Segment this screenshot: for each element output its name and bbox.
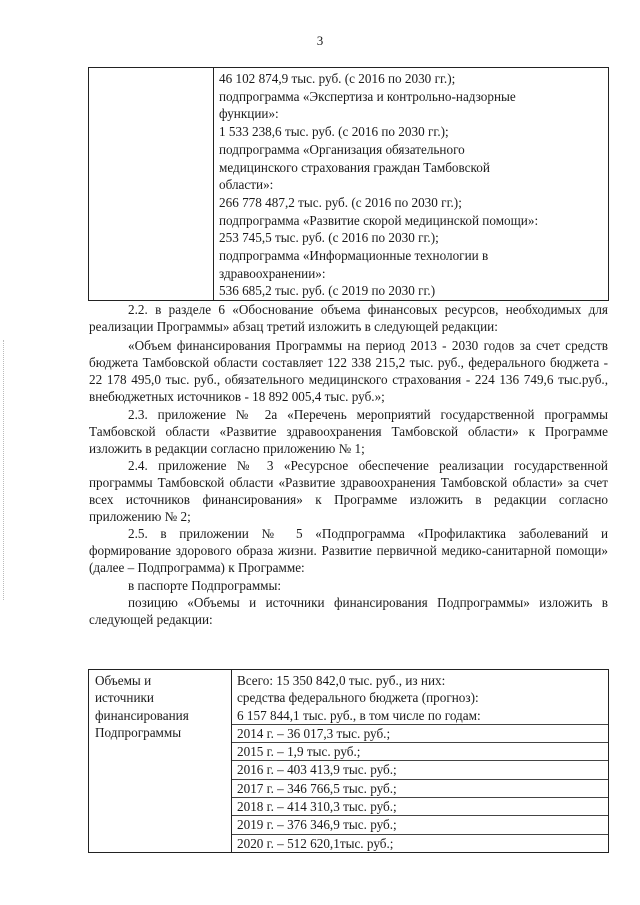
- table-line: функции»:: [219, 106, 279, 122]
- year-row: 2018 г. – 414 310,3 тыс. руб.;: [232, 797, 608, 815]
- document-body: [89, 301, 608, 628]
- table-line: медицинского страхования граждан Тамбовской: [219, 159, 490, 175]
- table-line: подпрограмма «Организация обязательного: [219, 141, 465, 157]
- paragraph-2-4: 2.4. приложение № 3 «Ресурсное обеспечение реализации государственной программы Тамбовской области «Развитие здравоохранения Тамбовской области» за счет всех источников финансирования» к Программе изложить в редакции согласно приложению № 2;: [89, 457, 608, 525]
- funding-label-cell: [89, 670, 232, 853]
- year-row: 2019 г. – 376 346,9 тыс. руб.;: [232, 815, 608, 833]
- table-line: 253 745,5 тыс. руб. (с 2016 по 2030 гг.);: [219, 230, 439, 246]
- label-line: финансирования: [95, 707, 189, 723]
- year-row: 2014 г. – 36 017,3 тыс. руб.;: [232, 724, 608, 742]
- label-line: источники: [95, 690, 154, 706]
- table-line: 46 102 874,9 тыс. руб. (с 2016 по 2030 гг.);: [219, 71, 456, 86]
- paragraph-2-2: 2.2. в разделе 6 «Обоснование объема финансовых ресурсов, необходимых для реализации Программы» абзац третий изложить в следующей редакции:: [89, 302, 608, 335]
- year-row: 2017 г. – 346 766,5 тыс. руб.;: [232, 779, 608, 797]
- year-row: 2015 г. – 1,9 тыс. руб.;: [232, 742, 608, 760]
- page-number: 3: [316, 33, 324, 48]
- paragraph-funding-quote: «Объем финансирования Программы на период 2013 - 2030 годов за счет средств бюджета Тамбовской области составляет 122 338 215,2 тыс. руб., федерального бюджета - 22 178 495,0 тыс. руб., обязательного медицинского страхования - 224 136 749,6 тыс.руб., внебюджетных источников - 18 892 005,4 тыс. руб.»;: [89, 338, 608, 405]
- year-row: 2016 г. – 403 413,9 тыс. руб.;: [232, 760, 608, 778]
- table-line: 1 533 238,6 тыс. руб. (с 2016 по 2030 гг.);: [219, 124, 449, 140]
- label-line: Подпрограммы: [95, 724, 182, 740]
- paragraph-position: позицию «Объемы и источники финансирования Подпрограммы» изложить в следующей редакции:: [89, 594, 608, 627]
- table-line: подпрограмма «Развитие скорой медицинской помощи»:: [219, 212, 539, 228]
- label-line: Объемы и: [95, 673, 152, 688]
- paragraph-2-5: 2.5. в приложении № 5 «Подпрограмма «Профилактика заболеваний и формирование здорового образа жизни. Развитие первичной медико-санитарной помощи» (далее – Подпрограмма) к Программе:: [89, 526, 608, 576]
- year-row: 2020 г. – 512 620,1тыс. руб.;: [232, 834, 608, 852]
- table-line: 266 778 487,2 тыс. руб. (с 2016 по 2030 гг.);: [219, 194, 462, 210]
- paragraph-passport: в паспорте Подпрограммы:: [128, 577, 282, 593]
- paragraph-2-3: 2.3. приложение № 2а «Перечень мероприятий государственной программы Тамбовской области «Развитие здравоохранения Тамбовской области» к Программе изложить в редакции согласно приложению № 1;: [89, 406, 608, 456]
- table-line: здравоохранении»:: [219, 265, 326, 281]
- funding-detail-cell: [232, 670, 609, 853]
- federal-budget-line: средства федерального бюджета (прогноз):: [237, 690, 479, 706]
- federal-total-line: 6 157 844,1 тыс. руб., в том числе по годам:: [237, 707, 481, 723]
- total-line: Всего: 15 350 842,0 тыс. руб., из них:: [237, 673, 446, 688]
- table-line: подпрограмма «Экспертиза и контрольно-надзорные: [219, 88, 516, 104]
- subprogram-funding-table: [88, 669, 609, 853]
- empty-label-cell: [89, 68, 214, 301]
- funding-values-cell: [214, 68, 609, 301]
- scan-artifact-line: [3, 340, 5, 600]
- table-line: области»:: [219, 177, 274, 193]
- table-line: 536 685,2 тыс. руб. (с 2019 по 2030 гг.): [219, 283, 436, 299]
- funding-table-continued: [88, 67, 609, 301]
- table-line: подпрограмма «Информационные технологии в: [219, 248, 489, 264]
